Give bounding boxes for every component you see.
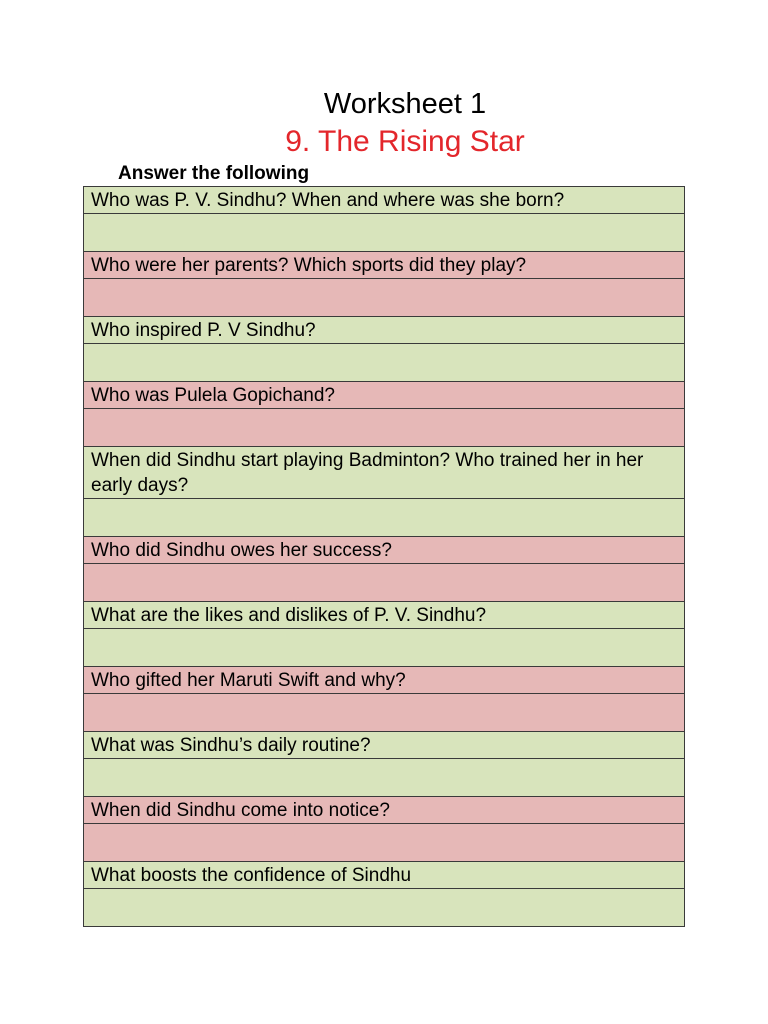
answer-row[interactable]: [84, 344, 685, 382]
answer-cell[interactable]: [84, 759, 685, 797]
question-text: Who was Pulela Gopichand?: [84, 382, 685, 409]
answer-row[interactable]: [84, 409, 685, 447]
answer-cell[interactable]: [84, 279, 685, 317]
question-text: What are the likes and dislikes of P. V. Sindhu?: [84, 602, 685, 629]
question-text: Who inspired P. V Sindhu?: [84, 317, 685, 344]
answer-row[interactable]: [84, 889, 685, 927]
answer-cell[interactable]: [84, 824, 685, 862]
answer-row[interactable]: [84, 214, 685, 252]
question-text: When did Sindhu come into notice?: [84, 797, 685, 824]
question-row: [84, 252, 685, 279]
question-text: Who did Sindhu owes her success?: [84, 537, 685, 564]
answer-cell[interactable]: [84, 214, 685, 252]
question-text: When did Sindhu start playing Badminton? Who trained her in her early days?: [84, 447, 685, 499]
answer-cell[interactable]: [84, 499, 685, 537]
question-row: [84, 667, 685, 694]
answer-row[interactable]: [84, 279, 685, 317]
chapter-title: 9. The Rising Star: [285, 125, 525, 158]
answer-row[interactable]: [84, 629, 685, 667]
question-text: Who was P. V. Sindhu? When and where was she born?: [84, 187, 685, 214]
question-text: What was Sindhu’s daily routine?: [84, 732, 685, 759]
question-row: [84, 602, 685, 629]
question-row: [84, 382, 685, 409]
answer-row[interactable]: [84, 759, 685, 797]
answer-cell[interactable]: [84, 889, 685, 927]
answer-row[interactable]: [84, 694, 685, 732]
answer-row[interactable]: [84, 824, 685, 862]
question-row: [84, 732, 685, 759]
question-text: Who gifted her Maruti Swift and why?: [84, 667, 685, 694]
answer-row[interactable]: [84, 499, 685, 537]
question-text: Who were her parents? Which sports did they play?: [84, 252, 685, 279]
question-row: [84, 862, 685, 889]
question-row: [84, 447, 685, 499]
answer-cell[interactable]: [84, 344, 685, 382]
question-row: [84, 187, 685, 214]
question-row: [84, 317, 685, 344]
instruction-text: Answer the following: [118, 163, 310, 184]
answer-cell[interactable]: [84, 564, 685, 602]
question-text: What boosts the confidence of Sindhu: [84, 862, 685, 889]
question-row: [84, 537, 685, 564]
question-table: [83, 186, 685, 927]
worksheet-title: Worksheet 1: [323, 88, 487, 120]
answer-row[interactable]: [84, 564, 685, 602]
answer-cell[interactable]: [84, 629, 685, 667]
answer-cell[interactable]: [84, 694, 685, 732]
question-row: [84, 797, 685, 824]
answer-cell[interactable]: [84, 409, 685, 447]
